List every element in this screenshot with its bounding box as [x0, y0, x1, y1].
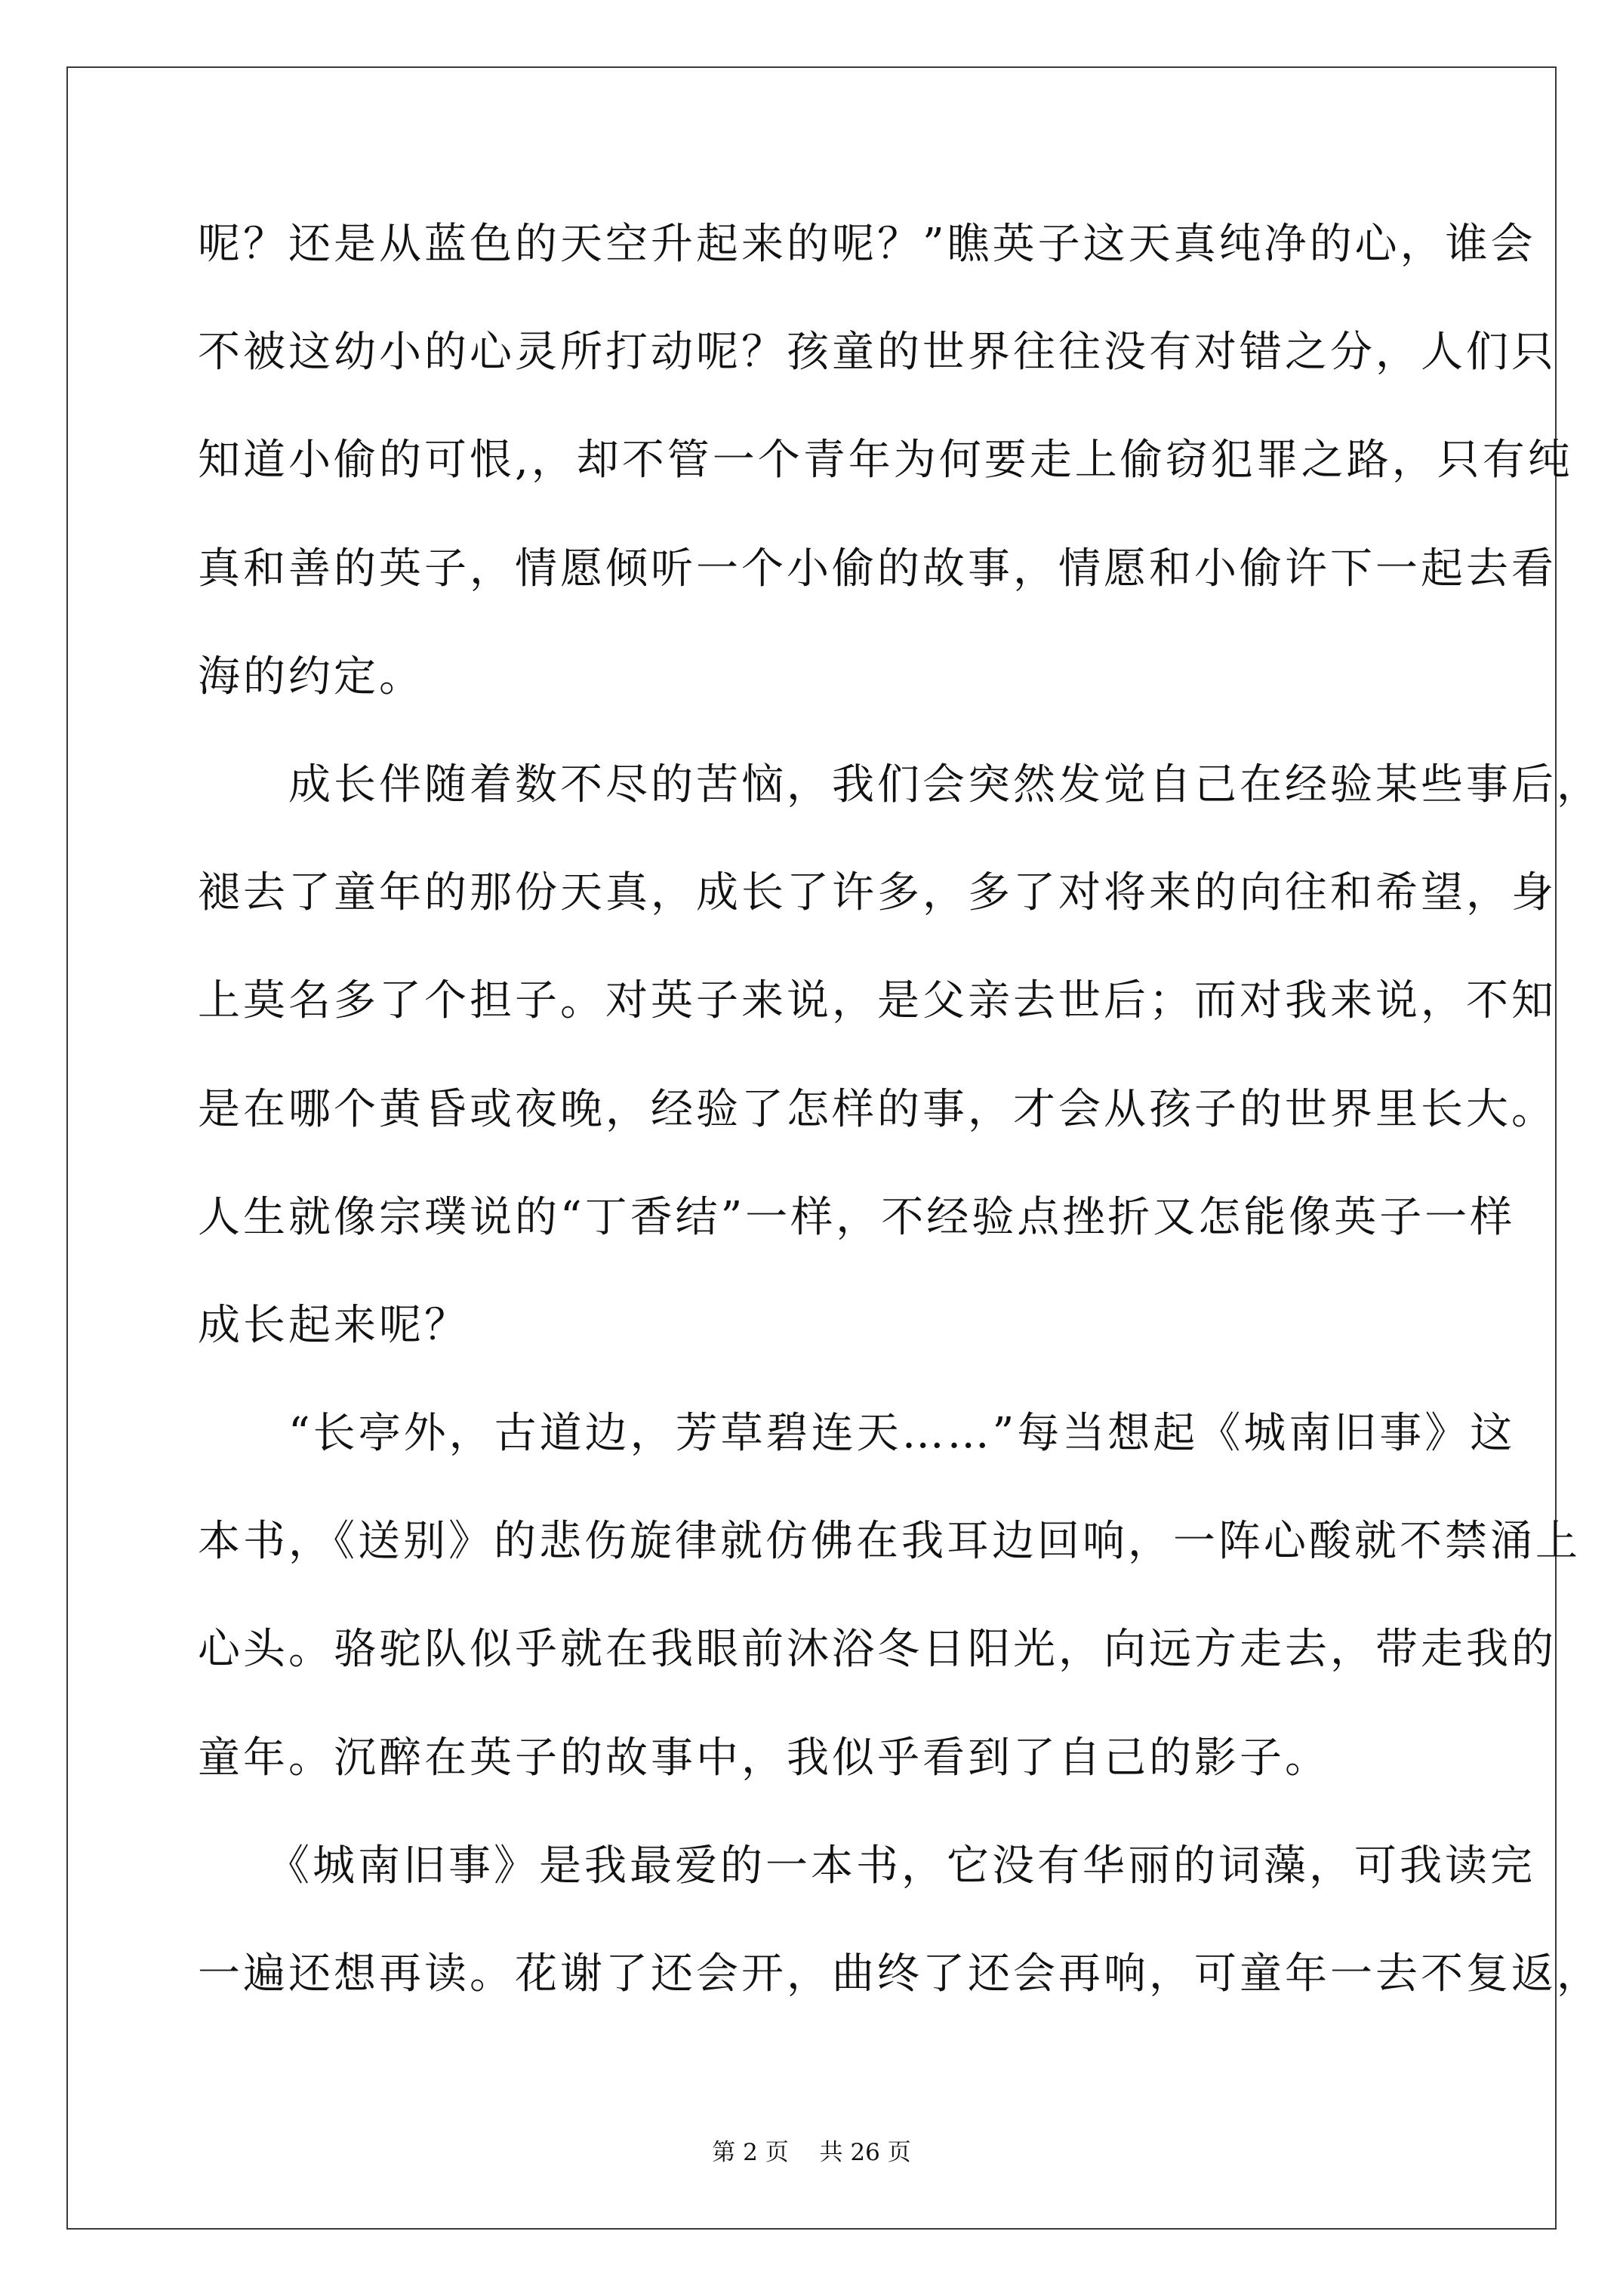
- text-line: 心头。骆驼队似乎就在我眼前沐浴冬日阳光，向远方走去，带走我的: [198, 1625, 1557, 1675]
- text-line: 海的约定。: [198, 652, 424, 701]
- text-line: 一遍还想再读。花谢了还会开，曲终了还会再响，可童年一去不复返，: [198, 1949, 1602, 1999]
- text-line: 真和善的英子，情愿倾听一个小偷的故事，情愿和小偷许下一起去看: [198, 544, 1557, 593]
- text-line: 《城南旧事》是我最爱的一本书，它没有华丽的词藻，可我读完: [198, 1841, 1535, 1891]
- text-line: 不被这幼小的心灵所打动呢？孩童的世界往往没有对错之分，人们只: [198, 328, 1557, 378]
- page-number-footer: 第 2 页 共 26 页: [712, 2139, 911, 2166]
- body-text: [198, 190, 1602, 2028]
- text-line: 童年。沉醉在英子的故事中，我似乎看到了自己的影子。: [198, 1733, 1330, 1783]
- text-line: 本书，《送别》的悲伤旋律就仿佛在我耳边回响，一阵心酸就不禁涌上: [198, 1517, 1581, 1567]
- text-line: 褪去了童年的那份天真，成长了许多，多了对将来的向往和希望，身: [198, 868, 1557, 918]
- text-line: 知道小偷的可恨,，却不管一个青年为何要走上偷窃犯罪之路，只有纯: [198, 436, 1573, 485]
- text-line: “长亭外，古道边，芳草碧连天……”每当想起《城南旧事》这: [198, 1409, 1516, 1459]
- text-line: 成长起来呢？: [198, 1300, 470, 1350]
- text-line: 成长伴随着数不尽的苦恼，我们会突然发觉自己在经验某些事后，: [198, 760, 1602, 809]
- text-line: 呢？还是从蓝色的天空升起来的呢？”瞧英子这天真纯净的心，谁会: [198, 220, 1536, 269]
- text-line: 上莫名多了个担子。对英子来说，是父亲去世后；而对我来说，不知: [198, 976, 1557, 1026]
- text-line: 人生就像宗璞说的“丁香结”一样，不经验点挫折又怎能像英子一样: [198, 1192, 1516, 1242]
- text-line: 是在哪个黄昏或夜晚，经验了怎样的事，才会从孩子的世界里长大。: [198, 1084, 1557, 1134]
